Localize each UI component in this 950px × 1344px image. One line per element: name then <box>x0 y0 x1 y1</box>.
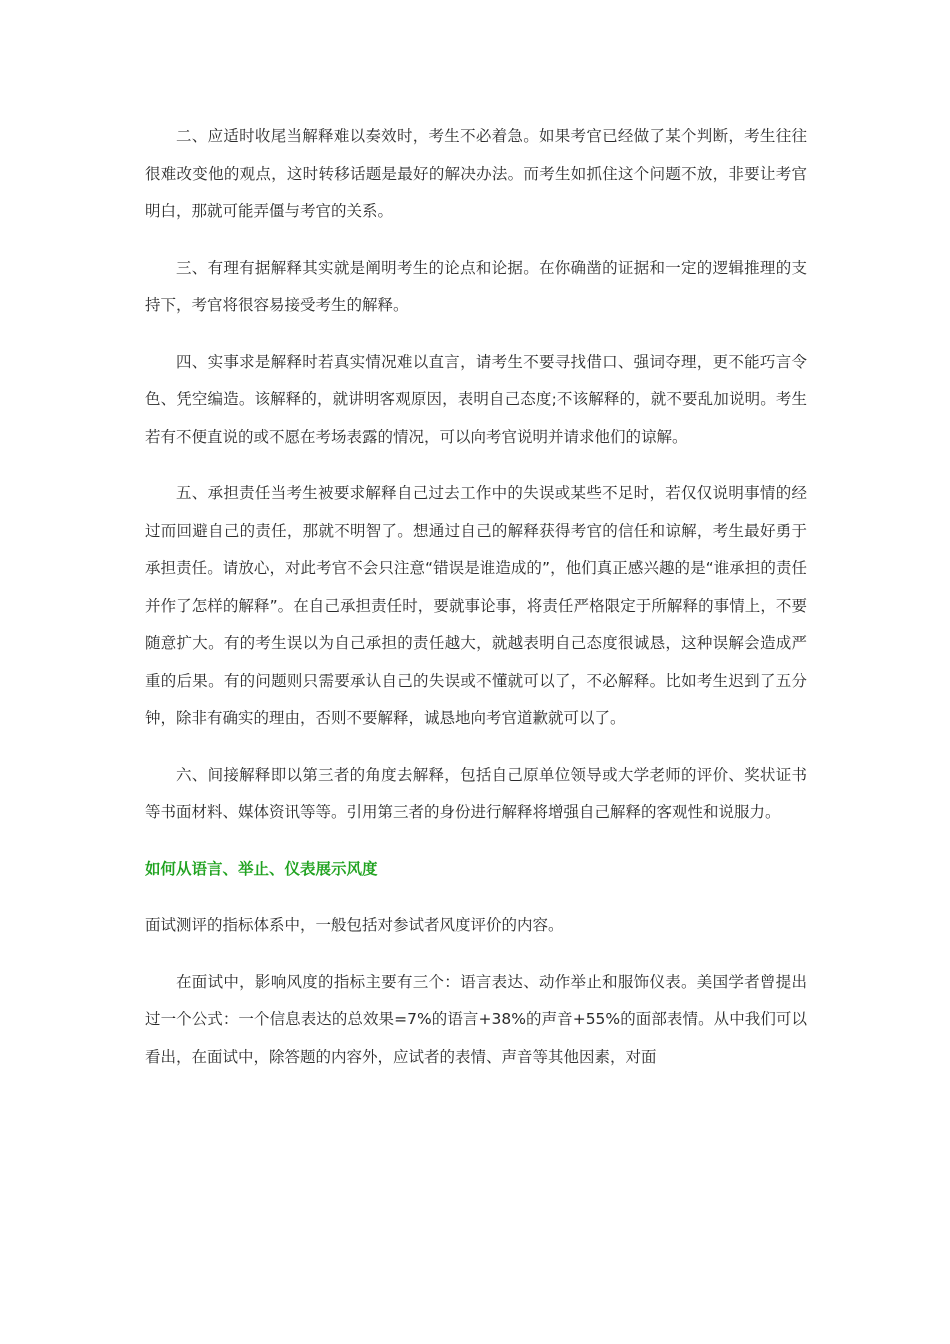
paragraph-4: 四、实事求是解释时若真实情况难以直言，请考生不要寻找借口、强词夺理，更不能巧言令色、凭空编造。该解释的，就讲明客观原因，表明自己态度;不该解释的，就不要乱加说明。考生若有不便直说的或不愿在考场表露的情况，可以向考官说明并请求他们的谅解。 <box>145 352 807 446</box>
paragraph-6: 六、间接解释即以第三者的角度去解释，包括自己原单位领导或大学老师的评价、奖状证书等书面材料、媒体资讯等等。引用第三者的身份进行解释将增强自己解释的客观性和说服力。 <box>145 765 807 821</box>
document-body <box>145 118 807 1076</box>
paragraph-demeanor: 在面试中，影响风度的指标主要有三个：语言表达、动作举止和服饰仪表。美国学者曾提出过一个公式：一个信息表达的总效果=7%的语言+38%的声音+55%的面部表情。从中我们可以看出，在面试中，除答题的内容外，应试者的表情、声音等其他因素，对面 <box>145 972 807 1066</box>
paragraph-5: 五、承担责任当考生被要求解释自己过去工作中的失误或某些不足时，若仅仅说明事情的经过而回避自己的责任，那就不明智了。想通过自己的解释获得考官的信任和谅解，考生最好勇于承担责任。请放心，对此考官不会只注意“错误是谁造成的”，他们真正感兴趣的是“谁承担的责任并作了怎样的解释”。在自己承担责任时，要就事论事，将责任严格限定于所解释的事情上，不要随意扩大。有的考生误以为自己承担的责任越大，就越表明自己态度很诚恳，这种误解会造成严重的后果。有的问题则只需要承认自己的失误或不懂就可以了，不必解释。比如考生迟到了五分钟，除非有确实的理由，否则不要解释，诚恳地向考官道歉就可以了。 <box>145 484 807 727</box>
intro-paragraph: 面试测评的指标体系中，一般包括对参试者风度评价的内容。 <box>145 916 564 934</box>
section-heading: 如何从语言、举止、仪表展示风度 <box>145 859 378 878</box>
paragraph-2: 二、应适时收尾当解释难以奏效时，考生不必着急。如果考官已经做了某个判断，考生往往很难改变他的观点，这时转移话题是最好的解决办法。而考生如抓住这个问题不放，非要让考官明白，那就可能弄僵与考官的关系。 <box>145 127 807 220</box>
paragraph-3: 三、有理有据解释其实就是阐明考生的论点和论据。在你确凿的证据和一定的逻辑推理的支持下，考官将很容易接受考生的解释。 <box>145 258 807 314</box>
